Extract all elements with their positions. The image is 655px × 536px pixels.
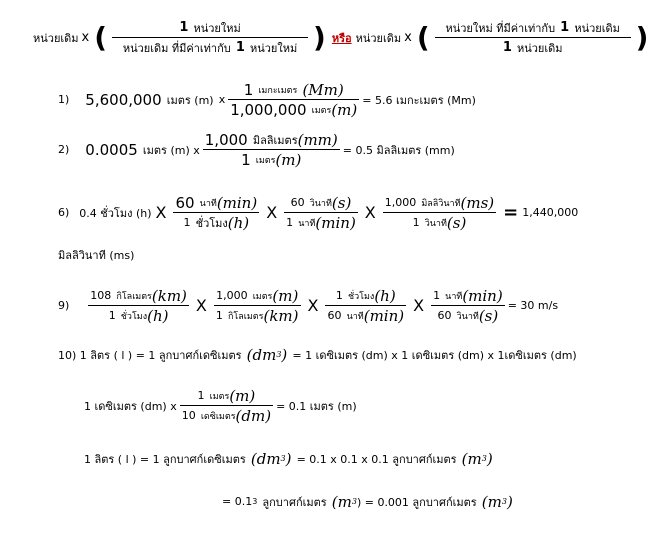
fraction-4: 1 นาที (min) 60 วินาที (s) bbox=[433, 286, 503, 325]
result: = 0.1 เมตร (m) bbox=[276, 399, 357, 413]
example-value: 5,600,000 bbox=[85, 90, 162, 109]
close-paren: ) bbox=[313, 20, 326, 54]
example-6-result-unit: มิลลิวินาที (ms) bbox=[58, 249, 135, 262]
example-value: 0.0005 bbox=[85, 140, 138, 159]
old-unit-label-2: หน่วยเดิม bbox=[355, 31, 402, 45]
fraction: 1 เมตร (m) 10 เดซิเมตร (dm) bbox=[181, 386, 272, 425]
formula-fraction-2: หน่วยใหม่ ที่มีค่าเท่ากับ 1 หน่วยเดิม 1 หน่วยเดิม bbox=[435, 18, 631, 57]
example-number: 9) bbox=[58, 299, 70, 312]
fraction-1: 60 นาที (min) 1 ชั่วโมง (h) bbox=[175, 193, 258, 232]
example-6: 6) 0.4 ชั่วโมง (h) X 60 นาที (min) 1 ชั่วโมง (h) X 60 วินาที (s) 1 นาที (min) X 1,000 มิลลิวินาที (ms) 1 วินาที (s) = 1,440,000 bbox=[58, 193, 579, 232]
example-number: 2) bbox=[58, 143, 70, 156]
fraction-3: 1 ชั่วโมง (h) 60 นาที (min) bbox=[327, 286, 405, 325]
formula-fraction-1: 1 หน่วยใหม่ หน่วยเดิม ที่มีค่าเท่ากับ 1 หน่วยใหม่ bbox=[112, 18, 308, 57]
times-sign-2: x bbox=[404, 30, 412, 45]
example-10-line-4: = 0.1 3 ลูกบาศก์เมตร (m 3 ) = 0.001 ลูกบาศก์เมตร (m 3 ) bbox=[222, 492, 513, 511]
example-10-line-2: 1 เดซิเมตร (dm) x 1 เมตร (m) 10 เดซิเมตร (dm) = 0.1 เมตร (m) bbox=[84, 386, 357, 425]
example-2: 2) 0.0005 เมตร (m) x 1,000 มิลลิเมตร (mm) 1 เมตร (m) = 0.5 มิลลิเมตร (mm) bbox=[58, 130, 455, 169]
open-paren-2: ( bbox=[416, 20, 430, 54]
or-label: หรือ bbox=[331, 31, 352, 45]
example-10-line-1: 10) 1 ลิตร ( l ) = 1 ลูกบาศก์เดซิเมตร (dm 3 ) = 1 เดซิเมตร (dm) x 1 เดซิเมตร (dm) x 1เดซิเมตร (dm) bbox=[58, 345, 577, 364]
example-9: 9) 108 กิโลเมตร (km) 1 ชั่วโมง (h) X 1,000 เมตร (m) 1 กิโลเมตร (km) X 1 ชั่วโมง (h) 60 นาที (min) X 1 นาที (min) 60 วินาที (s) = 30 m/s bbox=[58, 286, 559, 325]
example-value: 0.4 ชั่วโมง (h) bbox=[79, 206, 152, 220]
result: = 30 m/s bbox=[507, 299, 559, 312]
example-number: 6) bbox=[58, 206, 70, 219]
fraction-1: 108 กิโลเมตร (km) 1 ชั่วโมง (h) bbox=[90, 286, 187, 325]
general-formula bbox=[33, 18, 650, 57]
fraction: 1,000 มิลลิเมตร (mm) 1 เมตร (m) bbox=[204, 130, 338, 169]
example-10-line-3: 1 ลิตร ( l ) = 1 ลูกบาศก์เดซิเมตร (dm 3 ) = 0.1 x 0.1 x 0.1 ลูกบาศก์เมตร (m 3 ) bbox=[84, 449, 493, 468]
result: = 5.6 เมกะเมตร (Mm) bbox=[362, 93, 476, 107]
times-sign: x bbox=[81, 30, 90, 45]
result: 1,440,000 bbox=[522, 206, 579, 219]
old-unit-label: หน่วยเดิม bbox=[33, 31, 79, 45]
fraction: 1 เมกะเมตร (Mm) 1,000,000 เมตร (m) bbox=[230, 80, 358, 119]
example-1: 1) 5,600,000 เมตร (m) x 1 เมกะเมตร (Mm) 1,000,000 เมตร (m) = 5.6 เมกะเมตร (Mm) bbox=[58, 80, 476, 119]
fraction-2: 60 วินาที (s) 1 นาที (min) bbox=[286, 193, 356, 232]
fraction-2: 1,000 เมตร (m) 1 กิโลเมตร (km) bbox=[215, 286, 299, 325]
close-paren-2: ) bbox=[635, 20, 649, 54]
open-paren: ( bbox=[94, 20, 108, 54]
example-number: 1) bbox=[58, 93, 70, 106]
fraction-3: 1,000 มิลลิวินาที (ms) 1 วินาที (s) bbox=[384, 193, 495, 232]
result: = 0.5 มิลลิเมตร (mm) bbox=[342, 143, 455, 157]
